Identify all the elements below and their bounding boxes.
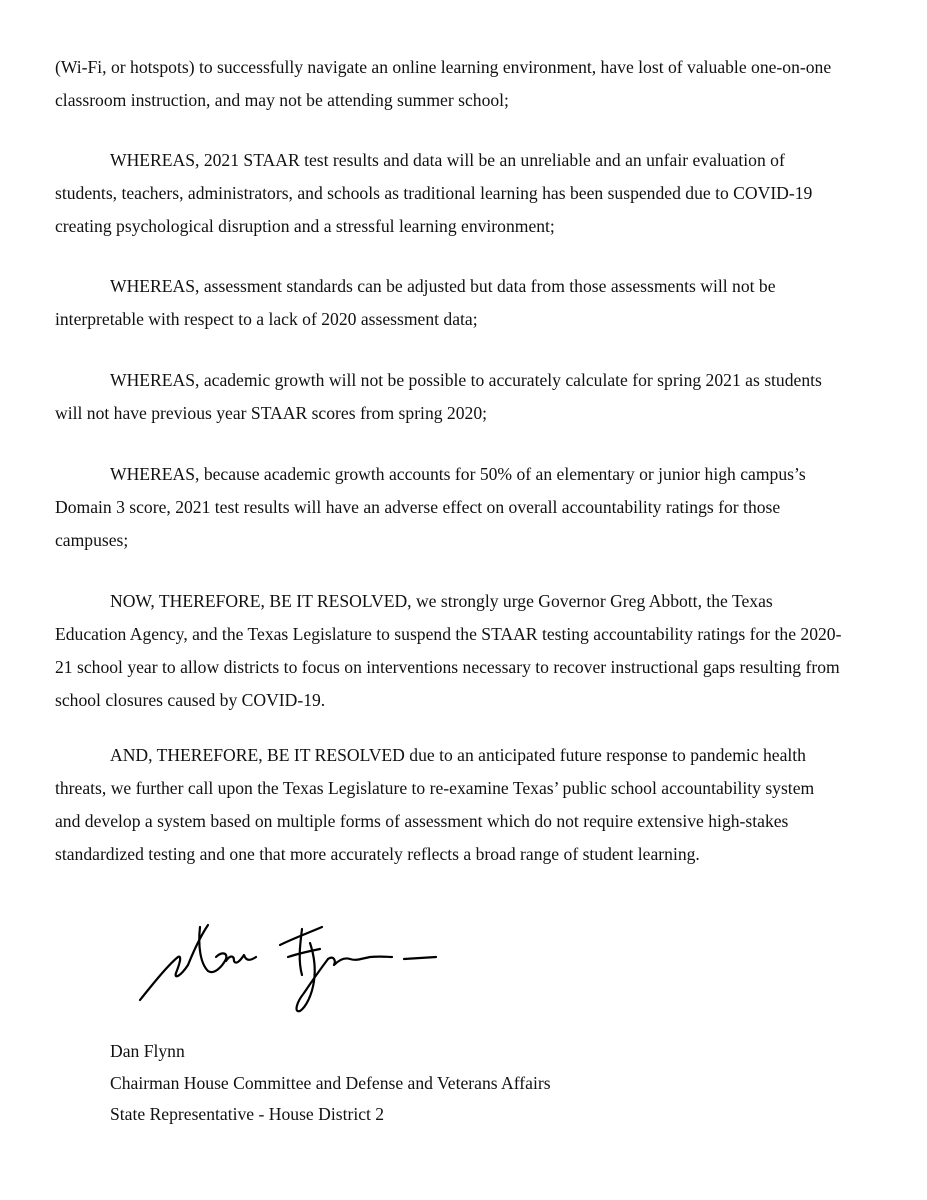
paragraph-line: students, teachers, administrators, and schools as traditional learning has been suspended due to COVID-19	[55, 183, 813, 203]
paragraph-line: creating psychological disruption and a stressful learning environment;	[55, 216, 555, 236]
signature-block	[110, 1036, 551, 1131]
paragraph-line: campuses;	[55, 530, 129, 550]
paragraph-line: WHEREAS, because academic growth accounts for 50% of an elementary or junior high campus’s	[110, 464, 806, 484]
paragraph-line: (Wi-Fi, or hotspots) to successfully navigate an online learning environment, have lost of valuable one-on-one	[55, 57, 832, 77]
paragraph-line: Domain 3 score, 2021 test results will have an adverse effect on overall accountability ratings for those	[55, 497, 781, 517]
paragraph-line: NOW, THEREFORE, BE IT RESOLVED, we strongly urge Governor Greg Abbott, the Texas	[110, 591, 773, 611]
paragraph-line: will not have previous year STAAR scores from spring 2020;	[55, 403, 488, 423]
paragraph-continuation	[55, 51, 875, 117]
paragraph-and-therefore-resolved	[55, 739, 875, 871]
paragraph-line: school closures caused by COVID-19.	[55, 690, 326, 710]
paragraph-whereas-domain-3	[55, 458, 875, 557]
paragraph-line: 21 school year to allow districts to focus on interventions necessary to recover instructional gaps resulting from	[55, 657, 840, 677]
signatory-position: State Representative - House District 2	[110, 1104, 385, 1124]
paragraph-line: and develop a system based on multiple forms of assessment which do not require extensive high-stakes	[55, 811, 789, 831]
paragraph-whereas-assessment-standards	[55, 270, 875, 336]
paragraph-line: Education Agency, and the Texas Legislature to suspend the STAAR testing accountability ratings for the 2020-	[55, 624, 842, 644]
signatory-title: Chairman House Committee and Defense and Veterans Affairs	[110, 1072, 551, 1093]
paragraph-line: standardized testing and one that more accurately reflects a broad range of student learning.	[55, 844, 700, 864]
paragraph-line: WHEREAS, assessment standards can be adjusted but data from those assessments will not be	[110, 276, 776, 296]
paragraph-line: WHEREAS, academic growth will not be possible to accurately calculate for spring 2021 as students	[110, 370, 822, 390]
paragraph-line: interpretable with respect to a lack of 2020 assessment data;	[55, 309, 478, 329]
paragraph-line: AND, THEREFORE, BE IT RESOLVED due to an anticipated future response to pandemic health	[110, 745, 806, 765]
paragraph-now-therefore-resolved	[55, 585, 875, 717]
paragraph-whereas-academic-growth	[55, 364, 875, 430]
handwritten-signature	[130, 915, 450, 1015]
paragraph-line: classroom instruction, and may not be attending summer school;	[55, 90, 509, 110]
paragraph-whereas-staar-results	[55, 144, 875, 243]
signatory-name: Dan Flynn	[110, 1041, 185, 1061]
paragraph-line: WHEREAS, 2021 STAAR test results and data will be an unreliable and an unfair evaluation of	[110, 150, 785, 170]
paragraph-line: threats, we further call upon the Texas Legislature to re-examine Texas’ public school accountability system	[55, 778, 815, 798]
